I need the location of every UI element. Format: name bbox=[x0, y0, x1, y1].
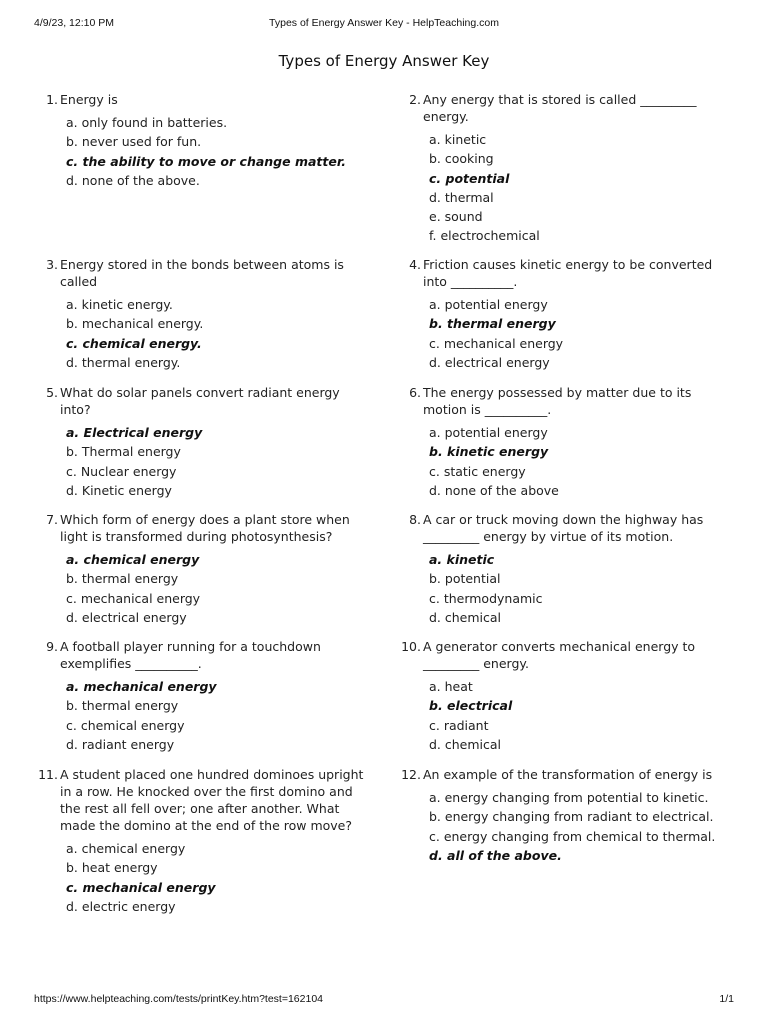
answer-option: d. thermal energy. bbox=[66, 354, 181, 370]
question-9 bbox=[34, 638, 374, 754]
answer-option: a. kinetic energy. bbox=[66, 297, 173, 312]
question-stem: A student placed one hundred dominoes upright in a row. He knocked over the first domino and the rest all fell over; one after another. What made the domino at the end of the row move? bbox=[60, 767, 364, 833]
answer-option: c. mechanical energy bbox=[429, 335, 564, 351]
question-number: 1. bbox=[46, 92, 58, 107]
answer-option: c. mechanical energy bbox=[66, 590, 201, 606]
correct-answer-option: b. kinetic energy bbox=[429, 444, 549, 460]
answer-option: c. radiant bbox=[429, 717, 489, 733]
correct-answer-option: c. potential bbox=[429, 170, 510, 186]
answer-options bbox=[429, 788, 737, 865]
question-stem: Any energy that is stored is called _________ energy. bbox=[423, 92, 697, 124]
answer-option: d. none of the above. bbox=[66, 172, 200, 188]
question-number: 6. bbox=[409, 385, 421, 400]
answer-option: c. static energy bbox=[429, 463, 526, 479]
question-stem: Energy is bbox=[60, 92, 118, 107]
question-number: 7. bbox=[46, 512, 58, 527]
answer-option: a. heat bbox=[429, 679, 473, 694]
correct-answer-option: b. thermal energy bbox=[429, 316, 556, 332]
question-stem: A football player running for a touchdown exemplifies __________. bbox=[60, 639, 321, 671]
question-10 bbox=[397, 638, 737, 754]
question-stem: An example of the transformation of energy is bbox=[423, 767, 713, 782]
question-6 bbox=[397, 384, 737, 500]
question-number: 12. bbox=[401, 767, 421, 782]
print-page-title: Types of Energy Answer Key - HelpTeaching.com bbox=[269, 17, 499, 29]
answer-option: a. kinetic bbox=[429, 132, 487, 147]
answer-option: a. only found in batteries. bbox=[66, 115, 228, 130]
answer-option: b. energy changing from radiant to electrical. bbox=[429, 809, 714, 825]
question-stem: What do solar panels convert radiant energy into? bbox=[60, 385, 340, 417]
answer-options bbox=[66, 677, 374, 754]
question-stem: Friction causes kinetic energy to be converted into __________. bbox=[423, 257, 713, 289]
correct-answer-option: a. mechanical energy bbox=[66, 679, 217, 694]
question-stem: The energy possessed by matter due to its motion is __________. bbox=[423, 385, 692, 417]
question-number: 11. bbox=[38, 767, 58, 782]
answer-options bbox=[429, 677, 737, 754]
answer-option: c. Nuclear energy bbox=[66, 463, 177, 479]
question-8 bbox=[397, 511, 737, 627]
answer-option: d. chemical bbox=[429, 609, 502, 625]
answer-options bbox=[429, 295, 737, 372]
answer-option: d. thermal bbox=[429, 189, 494, 205]
answer-option: a. energy changing from potential to kinetic. bbox=[429, 790, 709, 805]
question-stem: Energy stored in the bonds between atoms is called bbox=[60, 257, 344, 289]
correct-answer-option: b. electrical bbox=[429, 698, 513, 714]
question-number: 10. bbox=[401, 639, 421, 654]
answer-option: b. never used for fun. bbox=[66, 134, 202, 150]
correct-answer-option: c. chemical energy. bbox=[66, 335, 202, 351]
question-stem: A car or truck moving down the highway has _________ energy by virtue of its motion. bbox=[423, 512, 704, 544]
question-number: 2. bbox=[409, 92, 421, 107]
page-number: 1/1 bbox=[719, 993, 734, 1005]
answer-option: a. chemical energy bbox=[66, 841, 186, 856]
answer-option: b. cooking bbox=[429, 151, 494, 167]
answer-options bbox=[66, 113, 374, 190]
question-4 bbox=[397, 256, 737, 372]
answer-option: d. none of the above bbox=[429, 482, 559, 498]
answer-option: d. chemical bbox=[429, 736, 502, 752]
print-header bbox=[34, 17, 734, 31]
print-timestamp: 4/9/23, 12:10 PM bbox=[34, 17, 114, 29]
answer-options bbox=[429, 130, 737, 246]
print-url: https://www.helpteaching.com/tests/printKey.htm?test=162104 bbox=[34, 993, 324, 1005]
answer-option: b. mechanical energy. bbox=[66, 316, 204, 332]
answer-option: b. thermal energy bbox=[66, 571, 179, 587]
answer-option: f. electrochemical bbox=[429, 228, 540, 244]
answer-option: a. potential energy bbox=[429, 297, 548, 312]
correct-answer-option: c. the ability to move or change matter. bbox=[66, 153, 346, 169]
question-11 bbox=[34, 766, 374, 916]
answer-options bbox=[66, 295, 374, 372]
question-number: 4. bbox=[409, 257, 421, 272]
question-number: 5. bbox=[46, 385, 58, 400]
answer-option: c. chemical energy bbox=[66, 717, 185, 733]
correct-answer-option: c. mechanical energy bbox=[66, 879, 216, 895]
answer-option: d. electrical energy bbox=[429, 354, 550, 370]
answer-option: b. thermal energy bbox=[66, 698, 179, 714]
answer-options bbox=[429, 550, 737, 627]
question-stem: A generator converts mechanical energy to _________ energy. bbox=[423, 639, 696, 671]
correct-answer-option: a. kinetic bbox=[429, 552, 495, 567]
question-number: 3. bbox=[46, 257, 58, 272]
print-footer bbox=[34, 993, 734, 1007]
answer-option: a. potential energy bbox=[429, 425, 548, 440]
document-title: Types of Energy Answer Key bbox=[278, 52, 490, 70]
answer-options bbox=[429, 423, 737, 500]
question-1 bbox=[34, 91, 374, 190]
correct-answer-option: d. all of the above. bbox=[429, 847, 562, 863]
answer-options bbox=[66, 550, 374, 627]
correct-answer-option: a. Electrical energy bbox=[66, 425, 203, 440]
question-number: 8. bbox=[409, 512, 421, 527]
question-stem: Which form of energy does a plant store when light is transformed during photosynthesis? bbox=[60, 512, 350, 544]
answer-option: b. potential bbox=[429, 571, 501, 587]
question-2 bbox=[397, 91, 737, 246]
question-3 bbox=[34, 256, 374, 372]
answer-option: c. energy changing from chemical to thermal. bbox=[429, 828, 716, 844]
question-7 bbox=[34, 511, 374, 627]
answer-options bbox=[66, 839, 374, 916]
question-5 bbox=[34, 384, 374, 500]
answer-option: b. Thermal energy bbox=[66, 444, 181, 460]
question-12 bbox=[397, 766, 737, 865]
answer-options bbox=[66, 423, 374, 500]
question-number: 9. bbox=[46, 639, 58, 654]
answer-option: b. heat energy bbox=[66, 860, 158, 876]
answer-option: d. radiant energy bbox=[66, 736, 175, 752]
answer-option: d. electric energy bbox=[66, 898, 176, 914]
answer-option: d. electrical energy bbox=[66, 609, 187, 625]
correct-answer-option: a. chemical energy bbox=[66, 552, 200, 567]
answer-option: e. sound bbox=[429, 209, 483, 225]
answer-option: d. Kinetic energy bbox=[66, 482, 172, 498]
answer-option: c. thermodynamic bbox=[429, 590, 543, 606]
